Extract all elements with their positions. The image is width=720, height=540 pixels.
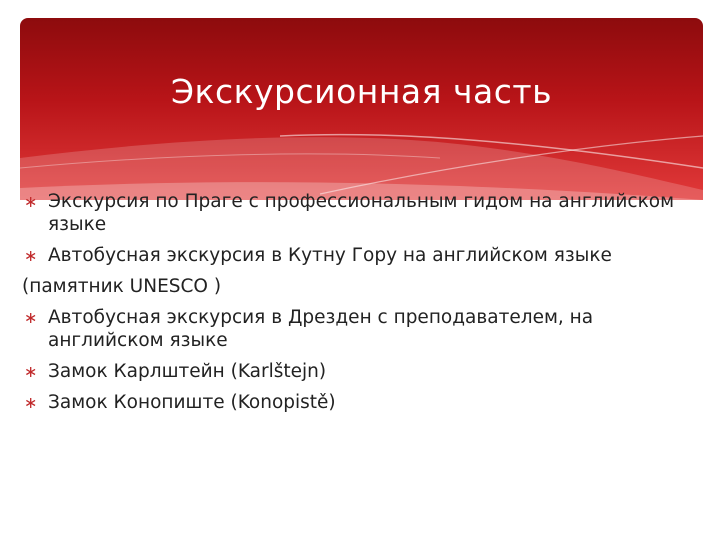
asterisk-bullet-icon: ∗	[24, 362, 38, 381]
list-item-text: Экскурсия по Праге с профессиональным гидом на английском языке	[48, 191, 675, 235]
list-item-text: Замок Карлштейн (Karlštejn)	[48, 361, 327, 382]
bullet-list	[22, 190, 692, 422]
list-item	[22, 190, 692, 236]
asterisk-bullet-icon: ∗	[24, 393, 38, 412]
list-item-text: Автобусная экскурсия в Кутну Гору на английском языке	[48, 245, 612, 266]
asterisk-bullet-icon: ∗	[24, 246, 38, 265]
asterisk-bullet-icon: ∗	[24, 308, 38, 327]
slide-title: Экскурсионная часть	[170, 72, 553, 111]
list-item-text: Автобусная экскурсия в Дрезден с преподавателем, на английском языке	[48, 307, 594, 351]
list-item-text: Замок Конопиште (Konopistě)	[48, 392, 336, 413]
list-item	[22, 244, 692, 267]
list-continuation-text: (памятник UNESCO )	[22, 276, 222, 297]
title-banner	[20, 18, 703, 200]
asterisk-bullet-icon: ∗	[24, 192, 38, 211]
list-item	[22, 306, 692, 352]
list-item	[22, 360, 692, 383]
list-item	[22, 391, 692, 414]
